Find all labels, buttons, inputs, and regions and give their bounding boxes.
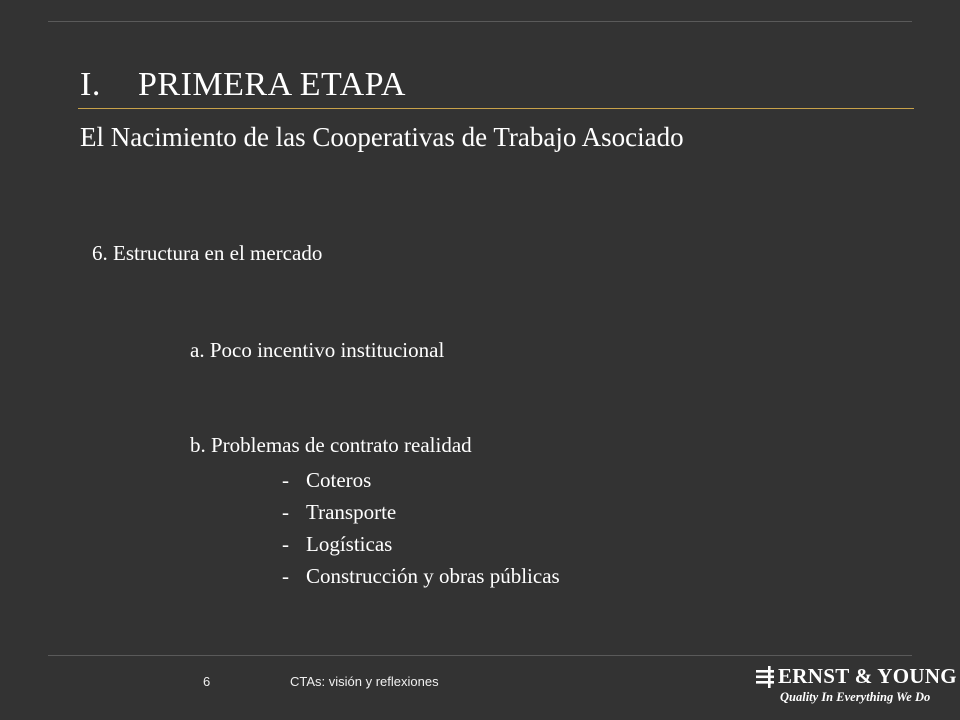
title-text: PRIMERA ETAPA: [138, 66, 406, 103]
subitem-list: [282, 464, 560, 592]
list-item-b: b. Problemas de contrato realidad: [190, 433, 472, 457]
ernst-young-logo: [748, 662, 957, 710]
subitem: [282, 528, 560, 560]
title-number: I.: [80, 66, 101, 103]
subitem-label: Construcción y obras públicas: [306, 564, 560, 588]
subitem-label: Coteros: [306, 468, 372, 492]
top-divider: [48, 21, 912, 22]
title-underline: [78, 108, 914, 109]
logo-tagline: Quality In Everything We Do: [780, 690, 931, 704]
footer-divider: [48, 655, 912, 656]
subitem-marker: -: [282, 500, 289, 524]
list-item-a: a. Poco incentivo institucional: [190, 338, 445, 362]
subitem-marker: -: [282, 532, 289, 556]
section-heading: 6. Estructura en el mercado: [92, 241, 323, 265]
subitem: [282, 496, 560, 528]
subitem-label: Transporte: [306, 500, 397, 524]
page-number: 6: [203, 674, 211, 689]
logo-brand: ERNST & YOUNG: [778, 664, 957, 688]
subitem-label: Logísticas: [306, 532, 393, 556]
subitem: [282, 464, 560, 496]
subitem-marker: -: [282, 564, 289, 588]
footer-caption: CTAs: visión y reflexiones: [290, 674, 439, 689]
subitem: [282, 560, 560, 592]
slide-title: [80, 66, 406, 104]
ernst-young-mark-icon: [756, 666, 776, 688]
slide-subtitle: El Nacimiento de las Cooperativas de Trabajo Asociado: [80, 122, 684, 152]
subitem-marker: -: [282, 468, 289, 492]
